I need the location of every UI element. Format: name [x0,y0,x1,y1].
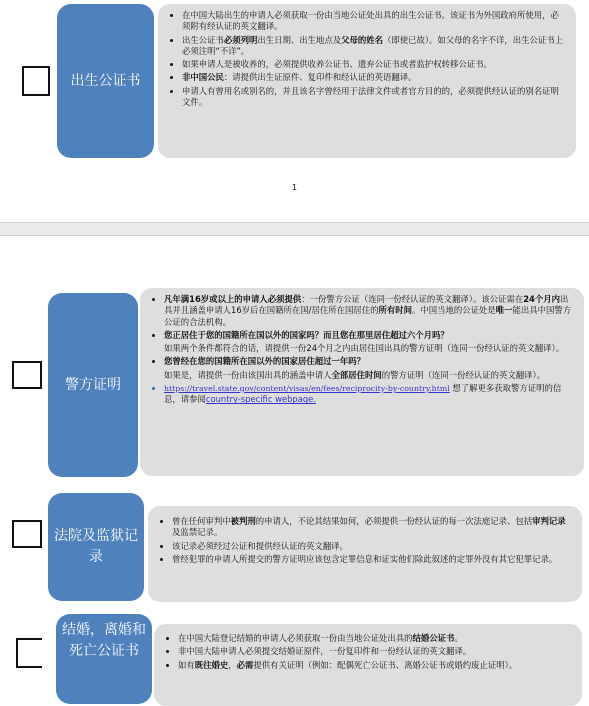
document-page-1 [0,0,589,222]
police-section-title: 警方证明 [48,293,138,477]
list-item: • 曾在任何审判中被判刑的申请人，不论其结果如何，必须提供一份经认证的每一次法庭记录、包括审判记录及监禁记录。 [172,516,572,539]
list-item: 如果两个条件都符合的话，请提供一份24个月之内由居住国出具的警方证明（连同一份经认证的英文翻译）。 [164,343,565,354]
list-item: • 非中国大陆申请人必须提交结婚证原件，一份复印件和一份经认证的英文翻译。 [178,646,572,657]
court-section-title: 法院及监狱记录 [48,493,144,601]
birth-requirements-panel [158,4,576,158]
marriage-section-title: 结婚，离婚和死亡公证书 [56,614,152,704]
marriage-requirements-panel [154,624,582,706]
list-item: • 凡年满16岁或以上的申请人必须提供：一份警方公证（连同一份经认证的英文翻译）。该公证需在24个月内出具并且涵盖申请人16岁后在国籍所在国/居住所在国居住的所有时间。中国当地的公证处是唯一能出具中国警方公证的合法机构。 [164,294,574,328]
list-item: • 您曾经在您的国籍所在国以外的国家居住超过一年吗？ [164,356,574,367]
list-item: • 申请人有曾用名或别名的，并且该名字曾经用于法律文件或者官方目的的，必须提供经认证的别名证明文件。 [182,86,566,109]
country-specific-webpage-link[interactable]: country-specific webpage. [205,394,316,405]
court-checkbox[interactable] [12,520,42,548]
list-item: • 如有既往婚史，必需提供有关证明（例如：配偶死亡公证书、离婚公证书或婚约废止证明）。 [178,660,572,671]
list-item: • 您正居住于您的国籍所在国以外的国家吗？而且您在那里居住超过六个月吗？ [164,330,574,341]
list-item: • 该记录必须经过公证和提供经认证的英文翻译。 [172,541,572,552]
document-page-2 [0,236,589,702]
list-item: • 非中国公民：请提供出生证原件、复印件和经认证的英语翻译。 [182,72,566,83]
list-item: • 出生公证书必须列明出生日期、出生地点及父母的姓名（即使已故）。如父母的名字不详，出生公证书上必须注明“不详”。 [182,35,566,58]
list-item: • 如果申请人是被收养的，必须提供收养公证书、遗弃公证书或者监护权转移公证书。 [182,59,566,70]
list-item: • 在中国大陆出生的申请人必须获取一份由当地公证处出具的出生公证书。该证书为外国政府所使用，必须附有经认证的英文翻译。 [182,10,566,33]
page-number: 1 [291,183,298,192]
reciprocity-link[interactable]: https://travel.state.gov/content/visas/en/fees/reciprocity-by-country.html [164,384,450,394]
list-item: • 在中国大陆登记结婚的申请人必须获取一份由当地公证处出具的结婚公证书。 [178,633,572,644]
police-checkbox[interactable] [12,361,42,389]
marriage-checkbox[interactable] [16,638,42,668]
police-requirements-panel [140,288,584,476]
birth-checkbox[interactable] [22,66,50,96]
page-separator [0,222,589,236]
court-requirements-panel [148,506,582,602]
list-item: • https://travel.state.gov/content/visas/en/fees/reciprocity-by-country.html 想了解更多获取警方证明的信息，请参阅country-specific webpage. [164,383,574,406]
list-item: 如果是，请提供一份由该国出具的涵盖申请人全部居住时间的警方证明（连同一份经认证的英文翻译）。 [164,369,546,380]
birth-section-title: 出生公证书 [57,4,154,158]
list-item: • 曾经犯罪的申请人所提交的警方证明应该包含定罪信息和证实他们除此叙述的定罪外没有其它犯罪记录。 [172,554,572,565]
